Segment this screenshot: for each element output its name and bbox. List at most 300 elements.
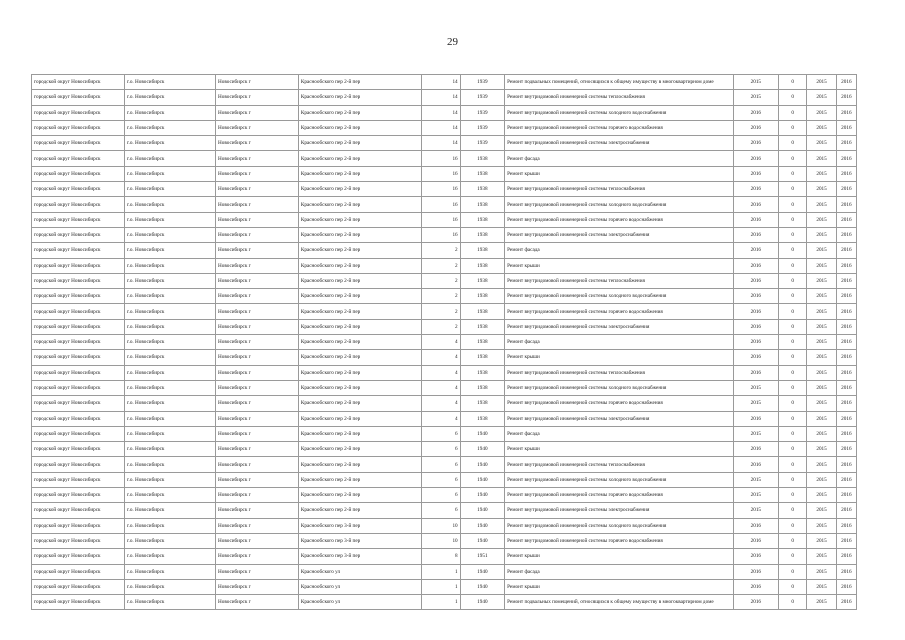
- period-end-cell: 2016: [836, 365, 856, 380]
- locality-cell: Новосибирск г: [215, 472, 298, 487]
- street-cell: Краснообского пер 2-й пер: [298, 365, 421, 380]
- work-type-cell: Ремонт внутридомовой инженерной системы теплоснабжения: [505, 90, 733, 105]
- street-cell: Краснообского пер 2-й пер: [298, 90, 421, 105]
- locality-cell: Новосибирск г: [215, 166, 298, 181]
- work-type-cell: Ремонт внутридомовой инженерной системы электроснабжения: [505, 227, 733, 242]
- municipality-cell: городской округ Новосибирск: [32, 442, 125, 457]
- locality-cell: Новосибирск г: [215, 380, 298, 395]
- work-type-cell: Ремонт внутридомовой инженерной системы горячего водоснабжения: [505, 304, 733, 319]
- period-start-cell: 2015: [807, 335, 836, 350]
- value-cell: 0: [779, 442, 807, 457]
- plan-year-cell: 2016: [733, 564, 778, 579]
- work-type-cell: Ремонт крыши: [505, 549, 733, 564]
- plan-year-cell: 2016: [733, 457, 778, 472]
- street-cell: Краснообского пер 3-й пер: [298, 549, 421, 564]
- work-type-cell: Ремонт фасада: [505, 243, 733, 258]
- district-cell: г.о. Новосибирск: [125, 335, 216, 350]
- value-cell: 0: [779, 472, 807, 487]
- period-start-cell: 2015: [807, 426, 836, 441]
- district-cell: г.о. Новосибирск: [125, 105, 216, 120]
- build-year-cell: 1940: [460, 426, 504, 441]
- house-number-cell: 2: [422, 319, 460, 334]
- build-year-cell: 1938: [460, 289, 504, 304]
- house-number-cell: 4: [422, 350, 460, 365]
- work-type-cell: Ремонт внутридомовой инженерной системы горячего водоснабжения: [505, 120, 733, 135]
- period-start-cell: 2015: [807, 197, 836, 212]
- house-number-cell: 2: [422, 243, 460, 258]
- value-cell: 0: [779, 258, 807, 273]
- work-type-cell: Ремонт внутридомовой инженерной системы теплоснабжения: [505, 365, 733, 380]
- build-year-cell: 1940: [460, 442, 504, 457]
- house-number-cell: 16: [422, 197, 460, 212]
- plan-year-cell: 2016: [733, 335, 778, 350]
- plan-year-cell: 2015: [733, 90, 778, 105]
- locality-cell: Новосибирск г: [215, 273, 298, 288]
- street-cell: Краснообского пер 3-й пер: [298, 533, 421, 548]
- work-type-cell: Ремонт фасада: [505, 335, 733, 350]
- period-end-cell: 2016: [836, 75, 856, 90]
- street-cell: Краснообского пер 2-й пер: [298, 243, 421, 258]
- locality-cell: Новосибирск г: [215, 396, 298, 411]
- period-start-cell: 2015: [807, 120, 836, 135]
- house-number-cell: 6: [422, 503, 460, 518]
- district-cell: г.о. Новосибирск: [125, 579, 216, 594]
- street-cell: Краснообского пер 2-й пер: [298, 136, 421, 151]
- locality-cell: Новосибирск г: [215, 136, 298, 151]
- work-type-cell: Ремонт внутридомовой инженерной системы холодного водоснабжения: [505, 105, 733, 120]
- locality-cell: Новосибирск г: [215, 120, 298, 135]
- period-start-cell: 2015: [807, 182, 836, 197]
- plan-year-cell: 2016: [733, 289, 778, 304]
- house-number-cell: 16: [422, 151, 460, 166]
- municipality-cell: городской округ Новосибирск: [32, 136, 125, 151]
- value-cell: 0: [779, 227, 807, 242]
- build-year-cell: 1940: [460, 518, 504, 533]
- district-cell: г.о. Новосибирск: [125, 243, 216, 258]
- table-row: [32, 411, 857, 426]
- plan-year-cell: 2015: [733, 488, 778, 503]
- build-year-cell: 1940: [460, 533, 504, 548]
- build-year-cell: 1938: [460, 350, 504, 365]
- table-row: [32, 365, 857, 380]
- period-end-cell: 2016: [836, 549, 856, 564]
- work-type-cell: Ремонт внутридомовой инженерной системы горячего водоснабжения: [505, 396, 733, 411]
- period-start-cell: 2015: [807, 319, 836, 334]
- house-number-cell: 14: [422, 136, 460, 151]
- work-type-cell: Ремонт внутридомовой инженерной системы электроснабжения: [505, 503, 733, 518]
- locality-cell: Новосибирск г: [215, 75, 298, 90]
- work-type-cell: Ремонт крыши: [505, 166, 733, 181]
- build-year-cell: 1940: [460, 579, 504, 594]
- district-cell: г.о. Новосибирск: [125, 564, 216, 579]
- municipality-cell: городской округ Новосибирск: [32, 75, 125, 90]
- period-end-cell: 2016: [836, 243, 856, 258]
- locality-cell: Новосибирск г: [215, 533, 298, 548]
- period-start-cell: 2015: [807, 549, 836, 564]
- street-cell: Краснообского пер 2-й пер: [298, 319, 421, 334]
- district-cell: г.о. Новосибирск: [125, 426, 216, 441]
- period-end-cell: 2016: [836, 166, 856, 181]
- locality-cell: Новосибирск г: [215, 212, 298, 227]
- value-cell: 0: [779, 595, 807, 610]
- plan-year-cell: 2016: [733, 304, 778, 319]
- period-start-cell: 2015: [807, 442, 836, 457]
- municipality-cell: городской округ Новосибирск: [32, 197, 125, 212]
- plan-year-cell: 2015: [733, 426, 778, 441]
- house-number-cell: 2: [422, 273, 460, 288]
- locality-cell: Новосибирск г: [215, 564, 298, 579]
- work-type-cell: Ремонт подвальных помещений, относящихся к общему имуществу в многоквартирном доме: [505, 595, 733, 610]
- value-cell: 0: [779, 411, 807, 426]
- table-row: [32, 304, 857, 319]
- table-row: [32, 503, 857, 518]
- period-start-cell: 2015: [807, 457, 836, 472]
- locality-cell: Новосибирск г: [215, 442, 298, 457]
- locality-cell: Новосибирск г: [215, 365, 298, 380]
- municipality-cell: городской округ Новосибирск: [32, 212, 125, 227]
- house-number-cell: 4: [422, 396, 460, 411]
- period-end-cell: 2016: [836, 380, 856, 395]
- period-end-cell: 2016: [836, 120, 856, 135]
- plan-year-cell: 2016: [733, 533, 778, 548]
- municipality-cell: городской округ Новосибирск: [32, 258, 125, 273]
- build-year-cell: 1938: [460, 380, 504, 395]
- period-end-cell: 2016: [836, 182, 856, 197]
- work-type-cell: Ремонт крыши: [505, 442, 733, 457]
- value-cell: 0: [779, 243, 807, 258]
- municipality-cell: городской округ Новосибирск: [32, 549, 125, 564]
- locality-cell: Новосибирск г: [215, 411, 298, 426]
- build-year-cell: 1938: [460, 243, 504, 258]
- work-type-cell: Ремонт внутридомовой инженерной системы холодного водоснабжения: [505, 289, 733, 304]
- locality-cell: Новосибирск г: [215, 105, 298, 120]
- municipality-cell: городской округ Новосибирск: [32, 579, 125, 594]
- build-year-cell: 1940: [460, 595, 504, 610]
- value-cell: 0: [779, 564, 807, 579]
- period-start-cell: 2015: [807, 396, 836, 411]
- locality-cell: Новосибирск г: [215, 90, 298, 105]
- table-row: [32, 120, 857, 135]
- period-end-cell: 2016: [836, 289, 856, 304]
- period-start-cell: 2015: [807, 564, 836, 579]
- plan-year-cell: 2016: [733, 166, 778, 181]
- district-cell: г.о. Новосибирск: [125, 488, 216, 503]
- house-number-cell: 6: [422, 426, 460, 441]
- table-row: [32, 549, 857, 564]
- value-cell: 0: [779, 350, 807, 365]
- plan-year-cell: 2016: [733, 120, 778, 135]
- work-type-cell: Ремонт внутридомовой инженерной системы холодного водоснабжения: [505, 472, 733, 487]
- locality-cell: Новосибирск г: [215, 258, 298, 273]
- street-cell: Краснообского пер 2-й пер: [298, 212, 421, 227]
- house-number-cell: 16: [422, 166, 460, 181]
- build-year-cell: 1939: [460, 136, 504, 151]
- plan-year-cell: 2016: [733, 579, 778, 594]
- work-type-cell: Ремонт внутридомовой инженерной системы холодного водоснабжения: [505, 197, 733, 212]
- build-year-cell: 1938: [460, 335, 504, 350]
- table-row: [32, 518, 857, 533]
- municipality-cell: городской округ Новосибирск: [32, 595, 125, 610]
- period-start-cell: 2015: [807, 380, 836, 395]
- period-start-cell: 2015: [807, 227, 836, 242]
- period-end-cell: 2016: [836, 579, 856, 594]
- district-cell: г.о. Новосибирск: [125, 166, 216, 181]
- table-row: [32, 90, 857, 105]
- period-end-cell: 2016: [836, 595, 856, 610]
- plan-year-cell: 2016: [733, 365, 778, 380]
- work-type-cell: Ремонт внутридомовой инженерной системы горячего водоснабжения: [505, 488, 733, 503]
- district-cell: г.о. Новосибирск: [125, 396, 216, 411]
- period-start-cell: 2015: [807, 212, 836, 227]
- work-type-cell: Ремонт внутридомовой инженерной системы электроснабжения: [505, 319, 733, 334]
- plan-year-cell: 2016: [733, 411, 778, 426]
- district-cell: г.о. Новосибирск: [125, 595, 216, 610]
- district-cell: г.о. Новосибирск: [125, 411, 216, 426]
- build-year-cell: 1939: [460, 90, 504, 105]
- work-type-cell: Ремонт внутридомовой инженерной системы холодного водоснабжения: [505, 380, 733, 395]
- value-cell: 0: [779, 396, 807, 411]
- table-row: [32, 197, 857, 212]
- period-start-cell: 2015: [807, 243, 836, 258]
- municipality-cell: городской округ Новосибирск: [32, 488, 125, 503]
- street-cell: Краснообского пер 2-й пер: [298, 289, 421, 304]
- work-type-cell: Ремонт крыши: [505, 258, 733, 273]
- district-cell: г.о. Новосибирск: [125, 197, 216, 212]
- street-cell: Краснообского пер 2-й пер: [298, 120, 421, 135]
- value-cell: 0: [779, 273, 807, 288]
- house-number-cell: 6: [422, 488, 460, 503]
- locality-cell: Новосибирск г: [215, 289, 298, 304]
- period-end-cell: 2016: [836, 273, 856, 288]
- value-cell: 0: [779, 579, 807, 594]
- period-start-cell: 2015: [807, 151, 836, 166]
- district-cell: г.о. Новосибирск: [125, 472, 216, 487]
- district-cell: г.о. Новосибирск: [125, 75, 216, 90]
- build-year-cell: 1938: [460, 258, 504, 273]
- district-cell: г.о. Новосибирск: [125, 273, 216, 288]
- plan-year-cell: 2016: [733, 197, 778, 212]
- page-number: 29: [447, 36, 458, 48]
- locality-cell: Новосибирск г: [215, 151, 298, 166]
- street-cell: Краснообского пер 2-й пер: [298, 151, 421, 166]
- table-row: [32, 595, 857, 610]
- work-type-cell: Ремонт внутридомовой инженерной системы горячего водоснабжения: [505, 533, 733, 548]
- locality-cell: Новосибирск г: [215, 549, 298, 564]
- plan-year-cell: 2016: [733, 350, 778, 365]
- municipality-cell: городской округ Новосибирск: [32, 243, 125, 258]
- street-cell: Краснообского пер 2-й пер: [298, 227, 421, 242]
- value-cell: 0: [779, 197, 807, 212]
- table-row: [32, 380, 857, 395]
- district-cell: г.о. Новосибирск: [125, 258, 216, 273]
- locality-cell: Новосибирск г: [215, 304, 298, 319]
- locality-cell: Новосибирск г: [215, 426, 298, 441]
- plan-year-cell: 2016: [733, 227, 778, 242]
- municipality-cell: городской округ Новосибирск: [32, 319, 125, 334]
- repair-schedule-table: [31, 74, 857, 610]
- period-end-cell: 2016: [836, 258, 856, 273]
- period-end-cell: 2016: [836, 518, 856, 533]
- period-start-cell: 2015: [807, 518, 836, 533]
- street-cell: Краснообского ул: [298, 579, 421, 594]
- locality-cell: Новосибирск г: [215, 350, 298, 365]
- table-row: [32, 335, 857, 350]
- value-cell: 0: [779, 319, 807, 334]
- house-number-cell: 1: [422, 595, 460, 610]
- value-cell: 0: [779, 120, 807, 135]
- plan-year-cell: 2015: [733, 380, 778, 395]
- period-start-cell: 2015: [807, 136, 836, 151]
- period-end-cell: 2016: [836, 350, 856, 365]
- plan-year-cell: 2016: [733, 549, 778, 564]
- plan-year-cell: 2016: [733, 595, 778, 610]
- plan-year-cell: 2016: [733, 105, 778, 120]
- build-year-cell: 1938: [460, 182, 504, 197]
- period-end-cell: 2016: [836, 105, 856, 120]
- value-cell: 0: [779, 426, 807, 441]
- period-start-cell: 2015: [807, 472, 836, 487]
- build-year-cell: 1938: [460, 365, 504, 380]
- work-type-cell: Ремонт внутридомовой инженерной системы теплоснабжения: [505, 457, 733, 472]
- period-end-cell: 2016: [836, 442, 856, 457]
- period-end-cell: 2016: [836, 503, 856, 518]
- build-year-cell: 1940: [460, 564, 504, 579]
- period-start-cell: 2015: [807, 105, 836, 120]
- municipality-cell: городской округ Новосибирск: [32, 335, 125, 350]
- district-cell: г.о. Новосибирск: [125, 350, 216, 365]
- municipality-cell: городской округ Новосибирск: [32, 380, 125, 395]
- period-end-cell: 2016: [836, 197, 856, 212]
- district-cell: г.о. Новосибирск: [125, 90, 216, 105]
- value-cell: 0: [779, 335, 807, 350]
- municipality-cell: городской округ Новосибирск: [32, 151, 125, 166]
- value-cell: 0: [779, 136, 807, 151]
- period-start-cell: 2015: [807, 75, 836, 90]
- build-year-cell: 1951: [460, 549, 504, 564]
- value-cell: 0: [779, 289, 807, 304]
- street-cell: Краснообского пер 3-й пер: [298, 518, 421, 533]
- district-cell: г.о. Новосибирск: [125, 365, 216, 380]
- municipality-cell: городской округ Новосибирск: [32, 182, 125, 197]
- table-row: [32, 273, 857, 288]
- table-row: [32, 105, 857, 120]
- build-year-cell: 1938: [460, 166, 504, 181]
- table-row: [32, 350, 857, 365]
- period-start-cell: 2015: [807, 595, 836, 610]
- table-row: [32, 182, 857, 197]
- table-row: [32, 212, 857, 227]
- house-number-cell: 4: [422, 335, 460, 350]
- value-cell: 0: [779, 457, 807, 472]
- build-year-cell: 1940: [460, 472, 504, 487]
- table-row: [32, 579, 857, 594]
- municipality-cell: городской округ Новосибирск: [32, 457, 125, 472]
- period-end-cell: 2016: [836, 472, 856, 487]
- build-year-cell: 1938: [460, 411, 504, 426]
- street-cell: Краснообского пер 2-й пер: [298, 457, 421, 472]
- plan-year-cell: 2016: [733, 212, 778, 227]
- municipality-cell: городской округ Новосибирск: [32, 426, 125, 441]
- municipality-cell: городской округ Новосибирск: [32, 304, 125, 319]
- table-row: [32, 442, 857, 457]
- plan-year-cell: 2015: [733, 503, 778, 518]
- house-number-cell: 6: [422, 472, 460, 487]
- district-cell: г.о. Новосибирск: [125, 304, 216, 319]
- build-year-cell: 1938: [460, 304, 504, 319]
- municipality-cell: городской округ Новосибирск: [32, 90, 125, 105]
- locality-cell: Новосибирск г: [215, 457, 298, 472]
- period-end-cell: 2016: [836, 533, 856, 548]
- period-end-cell: 2016: [836, 457, 856, 472]
- locality-cell: Новосибирск г: [215, 243, 298, 258]
- plan-year-cell: 2016: [733, 273, 778, 288]
- district-cell: г.о. Новосибирск: [125, 518, 216, 533]
- period-start-cell: 2015: [807, 411, 836, 426]
- street-cell: Краснообского пер 2-й пер: [298, 182, 421, 197]
- value-cell: 0: [779, 503, 807, 518]
- table-row: [32, 488, 857, 503]
- district-cell: г.о. Новосибирск: [125, 227, 216, 242]
- district-cell: г.о. Новосибирск: [125, 212, 216, 227]
- build-year-cell: 1938: [460, 197, 504, 212]
- value-cell: 0: [779, 166, 807, 181]
- period-end-cell: 2016: [836, 396, 856, 411]
- municipality-cell: городской округ Новосибирск: [32, 365, 125, 380]
- table-row: [32, 243, 857, 258]
- house-number-cell: 14: [422, 105, 460, 120]
- street-cell: Краснообского пер 2-й пер: [298, 304, 421, 319]
- build-year-cell: 1940: [460, 457, 504, 472]
- house-number-cell: 2: [422, 258, 460, 273]
- district-cell: г.о. Новосибирск: [125, 182, 216, 197]
- period-start-cell: 2015: [807, 304, 836, 319]
- period-start-cell: 2015: [807, 258, 836, 273]
- plan-year-cell: 2016: [733, 518, 778, 533]
- locality-cell: Новосибирск г: [215, 518, 298, 533]
- house-number-cell: 2: [422, 289, 460, 304]
- value-cell: 0: [779, 105, 807, 120]
- locality-cell: Новосибирск г: [215, 579, 298, 594]
- district-cell: г.о. Новосибирск: [125, 151, 216, 166]
- work-type-cell: Ремонт внутридомовой инженерной системы теплоснабжения: [505, 273, 733, 288]
- street-cell: Краснообского пер 2-й пер: [298, 258, 421, 273]
- locality-cell: Новосибирск г: [215, 227, 298, 242]
- period-end-cell: 2016: [836, 227, 856, 242]
- street-cell: Краснообского пер 2-й пер: [298, 105, 421, 120]
- period-end-cell: 2016: [836, 304, 856, 319]
- district-cell: г.о. Новосибирск: [125, 457, 216, 472]
- table-row: [32, 227, 857, 242]
- plan-year-cell: 2016: [733, 243, 778, 258]
- value-cell: 0: [779, 488, 807, 503]
- house-number-cell: 1: [422, 579, 460, 594]
- locality-cell: Новосибирск г: [215, 335, 298, 350]
- period-start-cell: 2015: [807, 533, 836, 548]
- work-type-cell: Ремонт внутридомовой инженерной системы теплоснабжения: [505, 182, 733, 197]
- work-type-cell: Ремонт крыши: [505, 579, 733, 594]
- municipality-cell: городской округ Новосибирск: [32, 411, 125, 426]
- street-cell: Краснообского пер 2-й пер: [298, 472, 421, 487]
- period-start-cell: 2015: [807, 365, 836, 380]
- locality-cell: Новосибирск г: [215, 182, 298, 197]
- street-cell: Краснообского пер 2-й пер: [298, 442, 421, 457]
- house-number-cell: 4: [422, 411, 460, 426]
- street-cell: Краснообского пер 2-й пер: [298, 166, 421, 181]
- table-row: [32, 75, 857, 90]
- street-cell: Краснообского пер 2-й пер: [298, 197, 421, 212]
- value-cell: 0: [779, 365, 807, 380]
- value-cell: 0: [779, 151, 807, 166]
